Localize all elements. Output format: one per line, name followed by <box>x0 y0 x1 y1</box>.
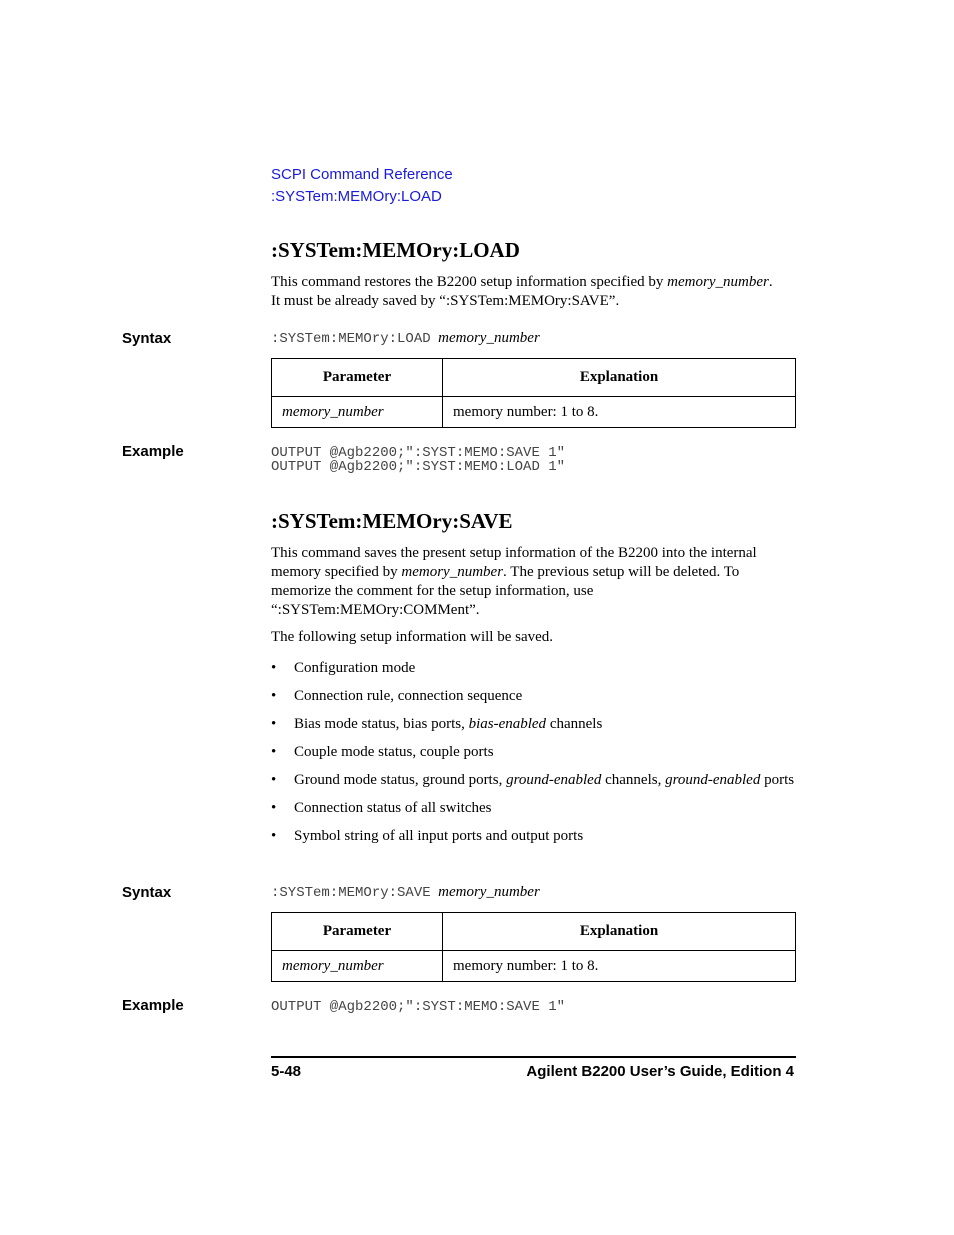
save-parameter-table <box>271 912 796 982</box>
load-desc-line2: It must be already saved by “:SYSTem:MEMOry:SAVE”. <box>271 293 620 309</box>
table-header-parameter: Parameter <box>272 359 443 397</box>
save-example-label: Example <box>122 997 184 1014</box>
save-following-text: The following setup information will be saved. <box>271 629 554 645</box>
table-header-explanation: Explanation <box>443 913 796 951</box>
running-header-chapter: SCPI Command Reference <box>271 166 453 183</box>
load-desc-text-2: . <box>768 274 773 290</box>
load-example-label: Example <box>122 443 184 460</box>
bullet-icon: • <box>271 744 277 760</box>
list-item: • Bias mode status, bias ports, bias-enabled channels <box>271 716 603 732</box>
bullet-icon: • <box>271 688 277 704</box>
list-item: • Configuration mode <box>271 660 416 676</box>
bullet-icon: • <box>271 772 277 788</box>
save-syntax <box>271 884 540 901</box>
table-param-value: memory_number <box>282 957 384 974</box>
table-header-explanation: Explanation <box>443 359 796 397</box>
code-line: OUTPUT @Agb2200;":SYST:MEMO:SAVE 1" <box>271 445 566 461</box>
list-item: • Couple mode status, couple ports <box>271 744 494 760</box>
save-desc-param: memory_number <box>401 564 504 580</box>
table-cell-parameter <box>272 951 443 982</box>
list-item: • Ground mode status, ground ports, ground-enabled channels, ground-enabled ports <box>271 772 795 788</box>
load-syntax-param: memory_number <box>438 330 540 346</box>
load-syntax-label: Syntax <box>122 330 172 347</box>
table-header-row <box>272 913 796 951</box>
load-description <box>271 273 796 311</box>
save-heading: :SYSTem:MEMOry:SAVE <box>271 509 513 533</box>
table-cell-parameter <box>272 397 443 428</box>
bullet-icon: • <box>271 800 277 816</box>
load-syntax-command: :SYSTem:MEMOry:LOAD <box>271 331 431 347</box>
running-header-section: :SYSTem:MEMOry:LOAD <box>271 188 442 205</box>
table-header-parameter: Parameter <box>272 913 443 951</box>
code-line: OUTPUT @Agb2200;":SYST:MEMO:LOAD 1" <box>271 459 566 475</box>
save-syntax-label: Syntax <box>122 884 172 901</box>
footer-rule <box>271 1056 796 1058</box>
load-heading: :SYSTem:MEMOry:LOAD <box>271 238 520 262</box>
load-example-code <box>271 446 565 474</box>
save-syntax-param: memory_number <box>438 884 540 900</box>
table-param-value: memory_number <box>282 403 384 420</box>
table-cell-explanation: memory number: 1 to 8. <box>443 397 796 428</box>
list-item: • Connection status of all switches <box>271 800 492 816</box>
page-number: 5-48 <box>271 1063 302 1080</box>
table-row <box>272 397 796 428</box>
table-cell-explanation: memory number: 1 to 8. <box>443 951 796 982</box>
load-syntax <box>271 330 540 347</box>
code-line: OUTPUT @Agb2200;":SYST:MEMO:SAVE 1" <box>271 999 566 1015</box>
load-desc-param: memory_number <box>667 274 769 290</box>
guide-title: Agilent B2200 User’s Guide, Edition 4 <box>526 1063 794 1080</box>
save-syntax-command: :SYSTem:MEMOry:SAVE <box>271 885 431 901</box>
bullet-icon: • <box>271 660 277 676</box>
list-item: • Connection rule, connection sequence <box>271 688 523 704</box>
load-parameter-table <box>271 358 796 428</box>
save-desc-text-b: . The previous setup will be deleted. To memorize the comment for the setup information, use “:SYSTem:MEMOry:COMMent”. <box>271 564 740 618</box>
load-desc-text-1: This command restores the B2200 setup information specified by <box>271 274 668 290</box>
table-row <box>272 951 796 982</box>
save-example-code <box>271 1000 565 1014</box>
save-description <box>271 544 796 620</box>
list-item: • Symbol string of all input ports and output ports <box>271 828 584 844</box>
bullet-icon: • <box>271 828 277 844</box>
saved-info-list <box>271 659 796 855</box>
save-desc-text-a: This command saves the present setup information of the B2200 into the internal memory specified by <box>271 545 757 580</box>
bullet-icon: • <box>271 716 277 732</box>
table-header-row <box>272 359 796 397</box>
